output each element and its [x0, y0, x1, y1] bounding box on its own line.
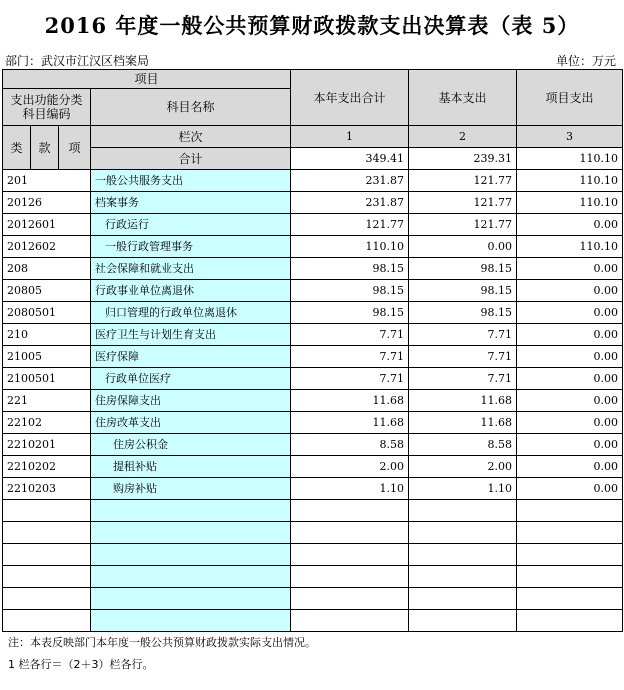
function-code-header: 支出功能分类 科目编码 [3, 89, 91, 126]
function-code-cell: 2080501 [3, 302, 91, 324]
subject-name-header: 科目名称 [91, 89, 291, 126]
xiang-header: 项 [59, 126, 91, 170]
empty-amount-cell [291, 588, 409, 610]
note-line-1: 注：本表反映部门本年度一般公共预算财政拨款实际支出情况。 [8, 636, 316, 649]
basic-amount-cell: 8.58 [409, 434, 517, 456]
empty-row [3, 500, 623, 522]
empty-code-cell [3, 610, 91, 632]
subject-name-cell: 归口管理的行政单位离退休 [91, 302, 291, 324]
total-amount-cell: 7.71 [291, 324, 409, 346]
basic-amount-cell: 11.68 [409, 390, 517, 412]
empty-amount-cell [409, 566, 517, 588]
function-code-cell: 2100501 [3, 368, 91, 390]
table-row [3, 368, 623, 390]
empty-amount-cell [517, 544, 623, 566]
header-row-1 [3, 70, 623, 89]
lei-header: 类 [3, 126, 31, 170]
subject-name-cell: 一般行政管理事务 [91, 236, 291, 258]
total-amount-cell: 7.71 [291, 346, 409, 368]
table-row [3, 390, 623, 412]
empty-code-cell [3, 522, 91, 544]
basic-amount-cell: 121.77 [409, 170, 517, 192]
empty-amount-cell [409, 610, 517, 632]
subject-name-cell: 行政事业单位离退休 [91, 280, 291, 302]
basic-amount-cell: 121.77 [409, 192, 517, 214]
empty-amount-cell [291, 544, 409, 566]
empty-amount-cell [409, 522, 517, 544]
note-line-2: 1 栏各行＝（2＋3）栏各行。 [8, 658, 154, 671]
empty-row [3, 588, 623, 610]
project-amount-cell: 110.10 [517, 192, 623, 214]
item-header: 项目 [3, 70, 291, 89]
total-amount-cell: 231.87 [291, 192, 409, 214]
subject-name-cell: 社会保障和就业支出 [91, 258, 291, 280]
table-row [3, 170, 623, 192]
empty-code-cell [3, 588, 91, 610]
kuan-header: 款 [31, 126, 59, 170]
subject-name-cell: 医疗卫生与计划生育支出 [91, 324, 291, 346]
header-row-3 [3, 126, 623, 148]
empty-amount-cell [291, 522, 409, 544]
basic-amount-cell: 98.15 [409, 258, 517, 280]
total-amount-cell: 231.87 [291, 170, 409, 192]
project-amount-cell: 0.00 [517, 478, 623, 500]
column-index-row [3, 148, 623, 170]
total-amount-cell: 11.68 [291, 390, 409, 412]
basic-expenditure-header: 基本支出 [409, 70, 517, 126]
total-amount-cell: 2.00 [291, 456, 409, 478]
function-code-cell: 201 [3, 170, 91, 192]
subject-name-cell: 住房公积金 [91, 434, 291, 456]
empty-amount-cell [409, 500, 517, 522]
empty-amount-cell [291, 566, 409, 588]
function-code-cell: 2210202 [3, 456, 91, 478]
project-amount-cell: 0.00 [517, 412, 623, 434]
project-amount-cell: 0.00 [517, 214, 623, 236]
total-expenditure-header: 本年支出合计 [291, 70, 409, 126]
empty-row [3, 566, 623, 588]
subject-name-cell: 住房改革支出 [91, 412, 291, 434]
total-amount-cell: 8.58 [291, 434, 409, 456]
basic-amount-cell: 7.71 [409, 368, 517, 390]
lanci-label: 栏次 [91, 126, 291, 148]
empty-amount-cell [291, 610, 409, 632]
project-amount-cell: 110.10 [517, 170, 623, 192]
table-row [3, 302, 623, 324]
unit-label: 单位：万元 [555, 54, 616, 68]
empty-name-cell [91, 566, 291, 588]
heji-total-cell: 349.41 [291, 148, 409, 170]
table-row [3, 346, 623, 368]
table-row [3, 434, 623, 456]
function-code-cell: 2012602 [3, 236, 91, 258]
basic-amount-cell: 0.00 [409, 236, 517, 258]
total-amount-cell: 98.15 [291, 280, 409, 302]
project-amount-cell: 0.00 [517, 368, 623, 390]
subject-name-cell: 档案事务 [91, 192, 291, 214]
function-code-cell: 221 [3, 390, 91, 412]
empty-amount-cell [517, 566, 623, 588]
subject-name-cell: 购房补贴 [91, 478, 291, 500]
table-row [3, 258, 623, 280]
basic-amount-cell: 7.71 [409, 324, 517, 346]
empty-code-cell [3, 500, 91, 522]
report-title: 2016 年度一般公共预算财政拨款支出决算表（表 5） [44, 13, 580, 38]
project-amount-cell: 0.00 [517, 258, 623, 280]
project-expenditure-header: 项目支出 [517, 70, 623, 126]
function-code-cell: 20805 [3, 280, 91, 302]
function-code-cell: 21005 [3, 346, 91, 368]
table-row [3, 192, 623, 214]
column-index-2: 2 [409, 126, 517, 148]
basic-amount-cell: 121.77 [409, 214, 517, 236]
total-amount-cell: 11.68 [291, 412, 409, 434]
empty-amount-cell [517, 588, 623, 610]
column-index-3: 3 [517, 126, 623, 148]
empty-name-cell [91, 544, 291, 566]
table-row [3, 236, 623, 258]
total-amount-cell: 98.15 [291, 258, 409, 280]
subject-name-cell: 医疗保障 [91, 346, 291, 368]
project-amount-cell: 0.00 [517, 456, 623, 478]
function-code-cell: 210 [3, 324, 91, 346]
project-amount-cell: 0.00 [517, 346, 623, 368]
table-row [3, 214, 623, 236]
empty-name-cell [91, 588, 291, 610]
total-amount-cell: 7.71 [291, 368, 409, 390]
basic-amount-cell: 2.00 [409, 456, 517, 478]
expenditure-table [2, 69, 623, 632]
heji-label: 合计 [91, 148, 291, 170]
empty-amount-cell [517, 500, 623, 522]
total-amount-cell: 98.15 [291, 302, 409, 324]
table-row [3, 280, 623, 302]
notes [8, 632, 316, 676]
empty-amount-cell [517, 610, 623, 632]
subject-name-cell: 行政运行 [91, 214, 291, 236]
basic-amount-cell: 98.15 [409, 302, 517, 324]
heji-project-cell: 110.10 [517, 148, 623, 170]
empty-row [3, 544, 623, 566]
function-code-cell: 208 [3, 258, 91, 280]
basic-amount-cell: 1.10 [409, 478, 517, 500]
project-amount-cell: 110.10 [517, 236, 623, 258]
subject-name-cell: 提租补贴 [91, 456, 291, 478]
empty-code-cell [3, 566, 91, 588]
function-code-cell: 2012601 [3, 214, 91, 236]
function-code-cell: 20126 [3, 192, 91, 214]
function-code-cell: 2210203 [3, 478, 91, 500]
empty-name-cell [91, 500, 291, 522]
project-amount-cell: 0.00 [517, 390, 623, 412]
project-amount-cell: 0.00 [517, 280, 623, 302]
total-amount-cell: 1.10 [291, 478, 409, 500]
total-amount-cell: 110.10 [291, 236, 409, 258]
empty-row [3, 610, 623, 632]
basic-amount-cell: 7.71 [409, 346, 517, 368]
heji-basic-cell: 239.31 [409, 148, 517, 170]
subject-name-cell: 住房保障支出 [91, 390, 291, 412]
basic-amount-cell: 98.15 [409, 280, 517, 302]
empty-amount-cell [409, 588, 517, 610]
table-row [3, 478, 623, 500]
project-amount-cell: 0.00 [517, 302, 623, 324]
empty-code-cell [3, 544, 91, 566]
table-row [3, 324, 623, 346]
function-code-cell: 22102 [3, 412, 91, 434]
subject-name-cell: 行政单位医疗 [91, 368, 291, 390]
subject-name-cell: 一般公共服务支出 [91, 170, 291, 192]
project-amount-cell: 0.00 [517, 434, 623, 456]
empty-row [3, 522, 623, 544]
empty-amount-cell [409, 544, 517, 566]
empty-name-cell [91, 610, 291, 632]
department-label: 部门：武汉市江汉区档案局 [5, 54, 150, 68]
table-row [3, 456, 623, 478]
empty-name-cell [91, 522, 291, 544]
basic-amount-cell: 11.68 [409, 412, 517, 434]
table-row [3, 412, 623, 434]
empty-amount-cell [291, 500, 409, 522]
function-code-cell: 2210201 [3, 434, 91, 456]
total-amount-cell: 121.77 [291, 214, 409, 236]
empty-amount-cell [517, 522, 623, 544]
column-index-1: 1 [291, 126, 409, 148]
project-amount-cell: 0.00 [517, 324, 623, 346]
